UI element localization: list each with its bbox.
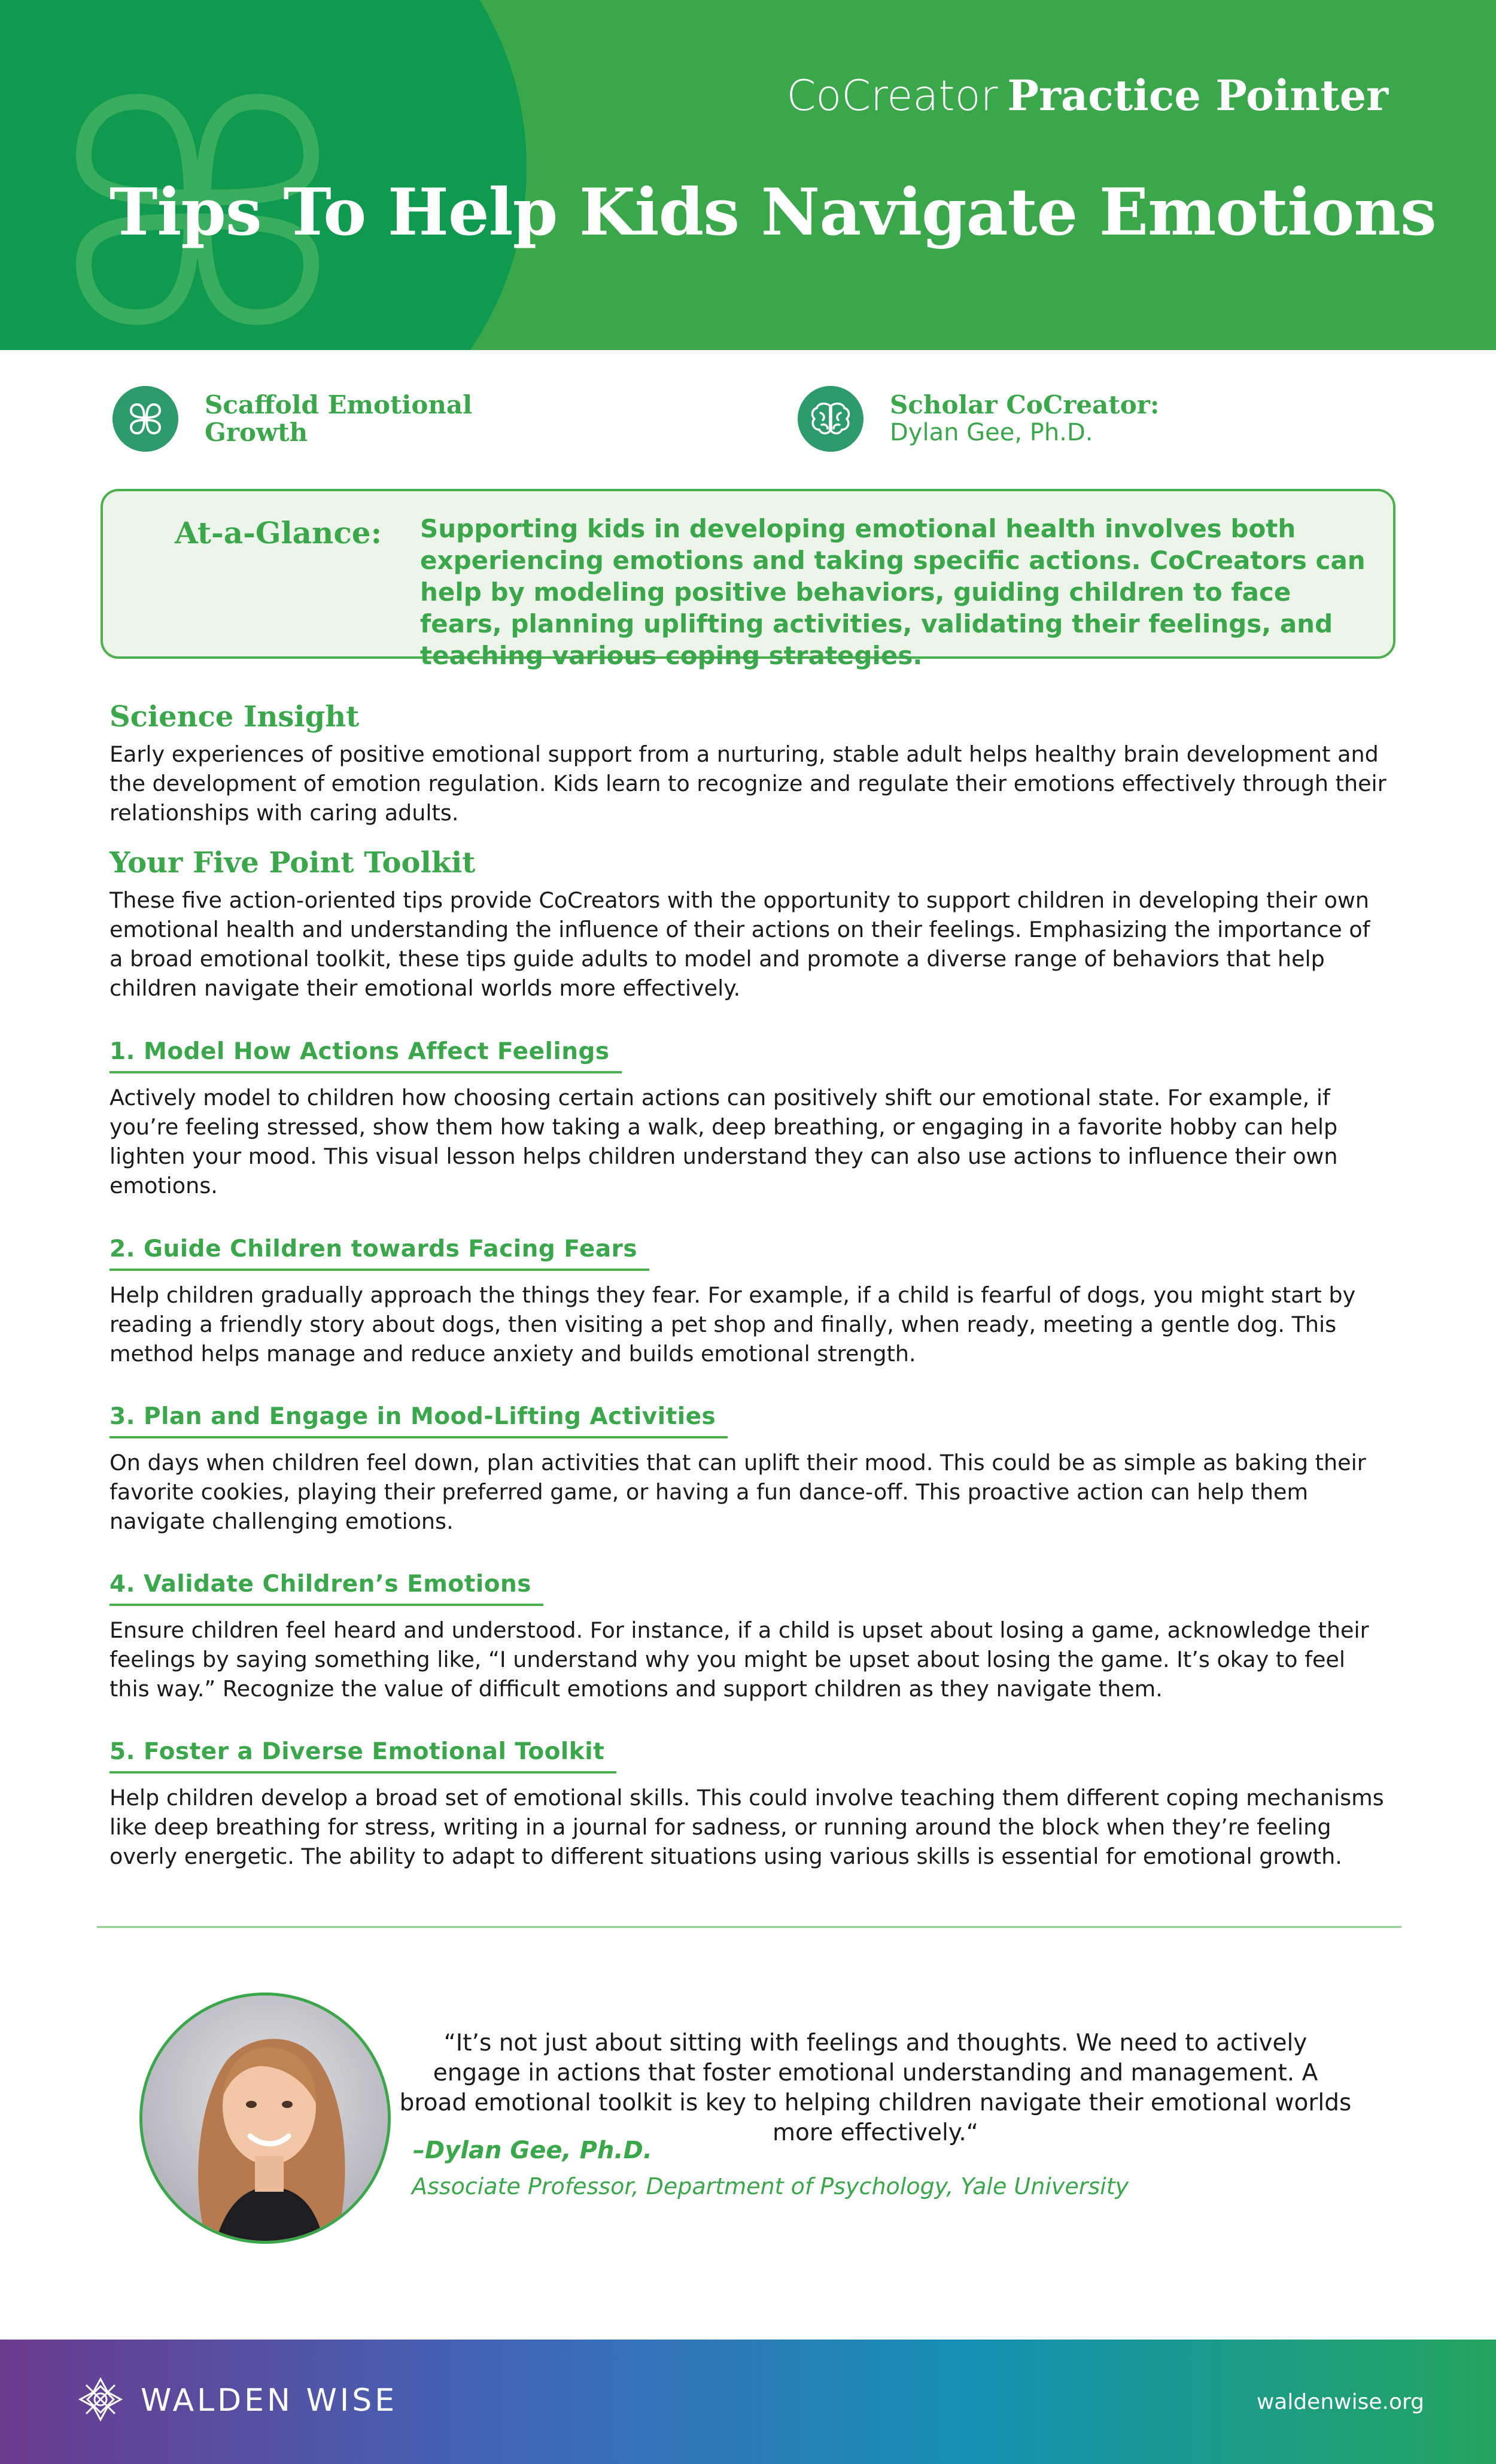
quote-text: “It’s not just about sitting with feelings and thoughts. We need to actively engage in actions that foster emotional understanding and management. A broad emotional toolkit is key to helping children navigate their emotional worlds more effectively.“ <box>399 2030 1352 2146</box>
tip-5-text: Help children develop a broad set of emotional skills. This could involve teaching them different coping mechanisms like deep breathing for stress, writing in a journal for sadness, or running around the block when they’re feeling overly energetic. The ability to adapt to different situations using various skills is essential for emotional growth. <box>110 1785 1384 1869</box>
quote-author: –Dylan Gee, Ph.D. <box>413 2137 652 2164</box>
clover-icon <box>112 386 178 452</box>
tip-2-title: 2. Guide Children towards Facing Fears <box>110 1236 649 1271</box>
tip-3-text: On days when children feel down, plan activities that can uplift their mood. This could be as simple as baking their favorite cookies, playing their preferred game, or having a fun dance-off. This proactive action can help them navigate challenging emotions. <box>110 1450 1366 1534</box>
toolkit-heading: Your Five Point Toolkit <box>110 846 476 880</box>
brand-name: CoCreator <box>786 71 998 120</box>
at-a-glance-box <box>101 489 1395 670</box>
footer <box>0 2340 1496 2464</box>
brain-icon <box>798 386 863 452</box>
tip-4-text: Ensure children feel heard and understood. For instance, if a child is upset about losing a game, acknowledge their feelings by saying something like, “I understand why you might be upset about losing the game. It’s okay to feel this way.” Recognize the value of difficult emotions and support children as they navigate them. <box>110 1617 1369 1702</box>
at-a-glance-label: At-a-Glance: <box>175 515 382 550</box>
walden-wise-logo-icon <box>77 2375 124 2423</box>
science-insight-text: Early experiences of positive emotional support from a nurturing, stable adult helps healthy brain development and the development of emotion regulation. Kids learn to recognize and regulate their emotions effectively through their relationships with caring adults. <box>110 741 1386 826</box>
header-banner <box>0 0 1496 350</box>
scholar-label: Scholar CoCreator: <box>890 390 1160 419</box>
toolkit-intro: These five action-oriented tips provide CoCreators with the opportunity to support children in developing their own emotional health and understanding the influence of their actions on their feelings. Emphasizing the importance of a broad emotional toolkit, these tips guide adults to model and promote a diverse range of behaviors that help children navigate their emotional worlds more effectively. <box>110 887 1370 1001</box>
footer-url-link[interactable]: waldenwise.org <box>1256 2390 1424 2414</box>
category-line-2: Growth <box>205 418 308 447</box>
tip-1-title: 1. Model How Actions Affect Feelings <box>110 1038 622 1073</box>
tip-5-title: 5. Foster a Diverse Emotional Toolkit <box>110 1738 616 1774</box>
page-title: Tips To Help Kids Navigate Emotions <box>110 175 1436 250</box>
category-text <box>205 391 472 446</box>
scholar-name: Dylan Gee, Ph.D. <box>890 419 1093 446</box>
science-insight-heading: Science Insight <box>110 700 360 734</box>
at-a-glance-text: Supporting kids in developing emotional health involves both experiencing emotions and taking specific actions. CoCreators can help by modeling positive behaviors, guiding children to face fears, planning uplifting activities, validating their feelings, and teaching various coping strategies. <box>420 514 1366 670</box>
tip-2-text: Help children gradually approach the things they fear. For example, if a child is fearful of dogs, you might start by reading a friendly story about dogs, then visiting a pet shop and finally, when ready, meeting a gentle dog. This method helps manage and reduce anxiety and builds emotional strength. <box>110 1282 1356 1367</box>
avatar <box>139 1993 391 2244</box>
category-line-1: Scaffold Emotional <box>205 390 473 419</box>
tip-1-text: Actively model to children how choosing certain actions can positively shift our emotional state. For example, if you’re feeling stressed, show them how taking a walk, deep breathing, or engaging in a favorite hobby can help lighten your mood. This visual lesson helps children understand they can also use actions to influence their own emotions. <box>110 1085 1338 1198</box>
brand-line <box>787 71 1388 120</box>
scholar-text <box>890 391 1159 446</box>
scholar-tag <box>798 383 1159 455</box>
tip-4-title: 4. Validate Children’s Emotions <box>110 1571 543 1606</box>
section-divider <box>97 1926 1401 1928</box>
footer-brand: WALDEN WISE <box>141 2383 398 2419</box>
tip-3-title: 3. Plan and Engage in Mood-Lifting Activities <box>110 1403 728 1438</box>
category-tag <box>112 383 472 455</box>
quote-author-role: Associate Professor, Department of Psychology, Yale University <box>412 2173 1129 2200</box>
brand-series: Practice Pointer <box>1007 71 1388 120</box>
